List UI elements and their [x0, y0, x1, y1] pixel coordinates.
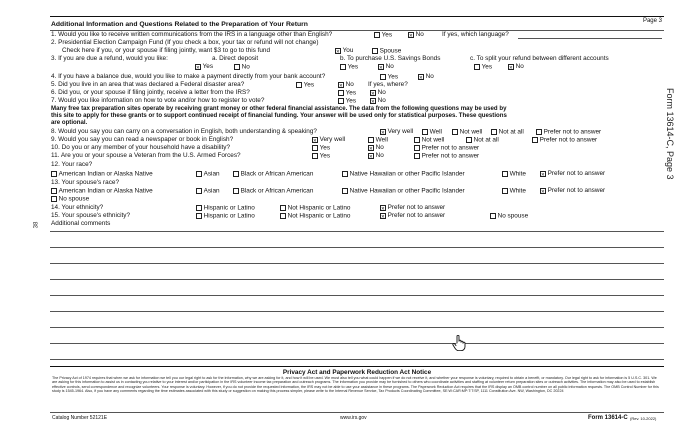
- checkbox[interactable]: [312, 153, 318, 159]
- privacy-text: The Privacy Act of 1974 requires that when we ask for information we tell you our legal right to ask for the information, why we are asking for it, and how it will be used. We must also tell you what could happen if we do not receive it, and whether your response is voluntary, required to obtain a benefit, or mandatory. Our legal right to ask for information is 5 U.S.C. 301. We are asking for this information to assist us in contacting you relative to your interest and/or participation in the IRS volunteer income tax preparation and outreach programs. The information you provide may be furnished to others who coordinate activities and staffing at volunteer return preparation sites or outreach activities. The information may also be used to establish effective controls, send correspondence and recognize volunteers. Your response is voluntary. However, if you do not provide the requested information, the IRS may not be able to use your assistance in these programs. The Paperwork Reduction Act requires that the IRS display an OMB control number on all public information requests. The OMB Control Number for this study is 1545-1964. Also, if you have any comments regarding the time estimates associated with this study or suggestion on making this process simpler, please write to the Internal Revenue Service, Tax Products Coordinating Committee, SE:W:CAR:MP:T:T:SP, 1111 Constitution Ave. NW, Washington, DC 20224: [52, 376, 659, 394]
- checkbox[interactable]: [338, 90, 344, 96]
- comment-line-5[interactable]: [50, 295, 664, 296]
- checkbox-checked[interactable]: [312, 137, 318, 143]
- irs-website: www.irs.gov: [340, 415, 367, 421]
- q9-very-well[interactable]: ✕ Very well: [312, 137, 345, 143]
- q9-well[interactable]: Well: [368, 137, 388, 144]
- q5-followup: If yes, where?: [368, 81, 408, 88]
- checkbox[interactable]: [466, 137, 472, 143]
- checkbox-checked[interactable]: [370, 98, 376, 104]
- q7-no[interactable]: ✕ No: [370, 98, 386, 104]
- comment-line-3[interactable]: [50, 263, 664, 264]
- footer-rule: [50, 412, 664, 413]
- q6-text: 6. Did you, or your spouse if filing jointly, receive a letter from the IRS?: [51, 89, 250, 96]
- checkbox[interactable]: [233, 188, 239, 194]
- q12-asian[interactable]: Asian: [196, 171, 220, 178]
- checkbox[interactable]: [474, 64, 480, 70]
- q3-text: 3. If you are due a refund, would you like:: [51, 55, 168, 62]
- checkbox-checked[interactable]: [368, 145, 374, 151]
- checkbox[interactable]: [502, 188, 508, 194]
- checkbox[interactable]: [340, 64, 346, 70]
- q1-language-field[interactable]: [518, 38, 662, 39]
- q1-yes[interactable]: Yes: [374, 32, 392, 39]
- q3-b-no[interactable]: ✕ No: [378, 64, 394, 70]
- margin-mark: 38: [33, 221, 40, 229]
- q4-text: 4. If you have a balance due, would you like to make a payment directly from your bank account?: [51, 73, 326, 80]
- q12-hawaiian[interactable]: Native Hawaiian or other Pacific Islander: [342, 171, 465, 178]
- checkbox[interactable]: [196, 188, 202, 194]
- comment-line-2[interactable]: [50, 247, 664, 248]
- q14-text: 14. Your ethnicity?: [51, 204, 104, 211]
- q15-no-spouse[interactable]: No spouse: [490, 213, 528, 220]
- checkbox[interactable]: [342, 188, 348, 194]
- q3-c: c. To split your refund between different accounts: [470, 55, 609, 62]
- q4-yes[interactable]: Yes: [380, 74, 398, 81]
- q13-amer-indian[interactable]: American Indian or Alaska Native: [51, 188, 153, 195]
- q12-amer-indian[interactable]: American Indian or Alaska Native: [51, 171, 153, 178]
- form-body: [50, 14, 664, 426]
- optional-note-line1: Many free tax preparation sites operate by receiving grant money or other federal financial assistance. The data from the following questions may be used by: [51, 105, 507, 112]
- checkbox[interactable]: [374, 32, 380, 38]
- q13-prefer-not[interactable]: ✕ Prefer not to answer: [540, 188, 605, 194]
- q6-no[interactable]: ✕ No: [370, 90, 386, 96]
- q5-no[interactable]: ✕ No: [338, 82, 354, 88]
- checkbox[interactable]: [196, 213, 202, 219]
- q12-prefer-not[interactable]: ✕ Prefer not to answer: [540, 171, 605, 177]
- checkbox-checked[interactable]: [380, 205, 386, 211]
- q8-well[interactable]: Well: [422, 129, 442, 136]
- q1-text: 1. Would you like to receive written communications from the IRS in a language other than English?: [51, 31, 333, 38]
- q2-line2: Check here if you, or your spouse if filing jointly, want $3 to go to this fund: [62, 47, 271, 54]
- q15-text: 15. Your spouse's ethnicity?: [51, 212, 131, 219]
- q13-text: 13. Your spouse's race?: [51, 179, 120, 186]
- q4-no[interactable]: ✕ No: [418, 74, 434, 80]
- q5-yes[interactable]: Yes: [296, 82, 314, 89]
- q13-hawaiian[interactable]: Native Hawaiian or other Pacific Islander: [342, 188, 465, 195]
- q8-not-at-all[interactable]: Not at all: [491, 129, 524, 136]
- privacy-rule: [50, 366, 664, 367]
- checkbox[interactable]: [312, 145, 318, 151]
- q15-prefer-not[interactable]: ✕ Prefer not to answer: [380, 213, 445, 219]
- q12-text: 12. Your race?: [51, 161, 93, 168]
- q13-no-spouse[interactable]: No spouse: [51, 196, 89, 203]
- q2-text: 2. Presidential Election Campaign Fund (If you check a box, your tax or refund will not change): [51, 39, 319, 46]
- checkbox-checked[interactable]: [418, 74, 424, 80]
- checkbox[interactable]: [372, 48, 378, 54]
- q11-prefer-not[interactable]: Prefer not to answer: [414, 153, 479, 160]
- q8-text: 8. Would you say you can carry on a conversation in English, both understanding & speaking?: [51, 128, 317, 135]
- checkbox[interactable]: [234, 64, 240, 70]
- q3-a-no[interactable]: No: [234, 64, 250, 71]
- q11-text: 11. Are you or your spouse a Veteran from the U.S. Armed Forces?: [51, 152, 241, 159]
- checkbox[interactable]: [342, 171, 348, 177]
- checkbox-checked[interactable]: [380, 129, 386, 135]
- checkbox-checked[interactable]: [380, 213, 386, 219]
- q6-yes[interactable]: Yes: [338, 90, 356, 97]
- q9-not-well[interactable]: Not well: [414, 137, 444, 144]
- q8-prefer-not[interactable]: Prefer not to answer: [536, 129, 601, 136]
- hand-cursor-icon: [452, 335, 466, 351]
- checkbox[interactable]: [51, 196, 57, 202]
- comment-line-9[interactable]: [50, 359, 664, 360]
- optional-note-line3: are optional.: [51, 119, 88, 126]
- q7-text: 7. Would you like information on how to vote and/or how to register to vote?: [51, 97, 265, 104]
- q13-asian[interactable]: Asian: [196, 188, 220, 195]
- q2-you[interactable]: ✕ You: [335, 48, 353, 54]
- checkbox[interactable]: [532, 137, 538, 143]
- privacy-title: Privacy Act and Paperwork Reduction Act Notice: [282, 369, 432, 376]
- checkbox-checked[interactable]: [378, 64, 384, 70]
- q10-yes[interactable]: Yes: [312, 145, 330, 152]
- checkbox-checked[interactable]: [408, 32, 414, 38]
- checkbox-checked[interactable]: [508, 64, 514, 70]
- checkbox[interactable]: [51, 171, 57, 177]
- footer-form-number: Form 13614-C: [588, 415, 628, 421]
- q12-black[interactable]: Black or African American: [233, 171, 313, 178]
- q14-not-hispanic[interactable]: Not Hispanic or Latino: [280, 205, 350, 212]
- footer-revision: (Rev. 10-2022): [630, 416, 657, 421]
- q1-followup: If yes, which language?: [442, 31, 509, 38]
- q15-hispanic[interactable]: Hispanic or Latino: [196, 213, 255, 220]
- checkbox[interactable]: [368, 137, 374, 143]
- checkbox-checked[interactable]: [335, 48, 341, 54]
- checkbox-checked[interactable]: [368, 153, 374, 159]
- checkbox[interactable]: [296, 82, 302, 88]
- checkbox[interactable]: [490, 213, 496, 219]
- checkbox-checked[interactable]: [370, 90, 376, 96]
- q10-no[interactable]: ✕ No: [368, 145, 384, 151]
- checkbox[interactable]: [502, 171, 508, 177]
- q12-white[interactable]: White: [502, 171, 526, 178]
- comment-line-1[interactable]: [50, 231, 664, 232]
- checkbox-checked[interactable]: [540, 188, 546, 194]
- q14-hispanic[interactable]: Hispanic or Latino: [196, 205, 255, 212]
- comment-line-7[interactable]: [50, 327, 664, 328]
- comment-line-4[interactable]: [50, 279, 664, 280]
- page-number: Page 3: [642, 18, 662, 24]
- q7-yes[interactable]: Yes: [338, 98, 356, 105]
- q9-prefer-not[interactable]: Prefer not to answer: [532, 137, 597, 144]
- checkbox[interactable]: [414, 153, 420, 159]
- checkbox[interactable]: [452, 129, 458, 135]
- q10-prefer-not[interactable]: Prefer not to answer: [414, 145, 479, 152]
- q5-text: 5. Did you live in an area that was declared a Federal disaster area?: [51, 81, 245, 88]
- checkbox-checked[interactable]: [338, 82, 344, 88]
- checkbox[interactable]: [422, 129, 428, 135]
- form-side-title: Form 13614-C, Page 3: [665, 88, 675, 180]
- checkbox[interactable]: [536, 129, 542, 135]
- checkbox[interactable]: [233, 171, 239, 177]
- comment-line-8[interactable]: [50, 343, 664, 344]
- checkbox[interactable]: [280, 205, 286, 211]
- q8-not-well[interactable]: Not well: [452, 129, 482, 136]
- q3-b-yes[interactable]: Yes: [340, 64, 358, 71]
- optional-note-line2: this site to apply for these grants or to support continued receipt of financial funding. Your answer will be used only for statistical purposes. These questions: [51, 112, 507, 119]
- q2-spouse[interactable]: Spouse: [372, 48, 401, 55]
- q15-not-hispanic[interactable]: Not Hispanic or Latino: [280, 213, 350, 220]
- comment-line-6[interactable]: [50, 311, 664, 312]
- section-title: Additional Information and Questions Related to the Preparation of Your Return: [51, 21, 308, 28]
- checkbox[interactable]: [51, 188, 57, 194]
- q3-a-yes[interactable]: ✕Yes: [195, 64, 213, 70]
- checkbox[interactable]: [280, 213, 286, 219]
- q3-c-yes[interactable]: Yes: [474, 64, 492, 71]
- checkbox[interactable]: [380, 74, 386, 80]
- checkbox[interactable]: [414, 137, 420, 143]
- q11-no[interactable]: ✕ No: [368, 153, 384, 159]
- q11-yes[interactable]: Yes: [312, 153, 330, 160]
- q3-c-no[interactable]: ✕ No: [508, 64, 524, 70]
- q14-prefer-not[interactable]: ✕ Prefer not to answer: [380, 205, 445, 211]
- checkbox[interactable]: [196, 205, 202, 211]
- checkbox-checked[interactable]: [195, 64, 201, 70]
- checkbox[interactable]: [414, 145, 420, 151]
- top-rule: [50, 16, 664, 17]
- q13-white[interactable]: White: [502, 188, 526, 195]
- q8-very-well[interactable]: ✕ Very well: [380, 129, 413, 135]
- q9-text: 9. Would you say you can read a newspaper or book in English?: [51, 136, 234, 143]
- checkbox[interactable]: [338, 98, 344, 104]
- q1-no[interactable]: ✕ No: [408, 32, 424, 38]
- q3-b: b. To purchase U.S. Savings Bonds: [340, 55, 441, 62]
- q13-black[interactable]: Black or African American: [233, 188, 313, 195]
- q10-text: 10. Do you or any member of your household have a disability?: [51, 144, 231, 151]
- q9-not-at-all[interactable]: Not at all: [466, 137, 499, 144]
- checkbox[interactable]: [196, 171, 202, 177]
- q3-a: a. Direct deposit: [212, 55, 259, 62]
- catalog-number: Catalog Number 52121E: [52, 415, 108, 421]
- checkbox-checked[interactable]: [540, 171, 546, 177]
- checkbox[interactable]: [491, 129, 497, 135]
- comments-label: Additional comments: [51, 220, 111, 227]
